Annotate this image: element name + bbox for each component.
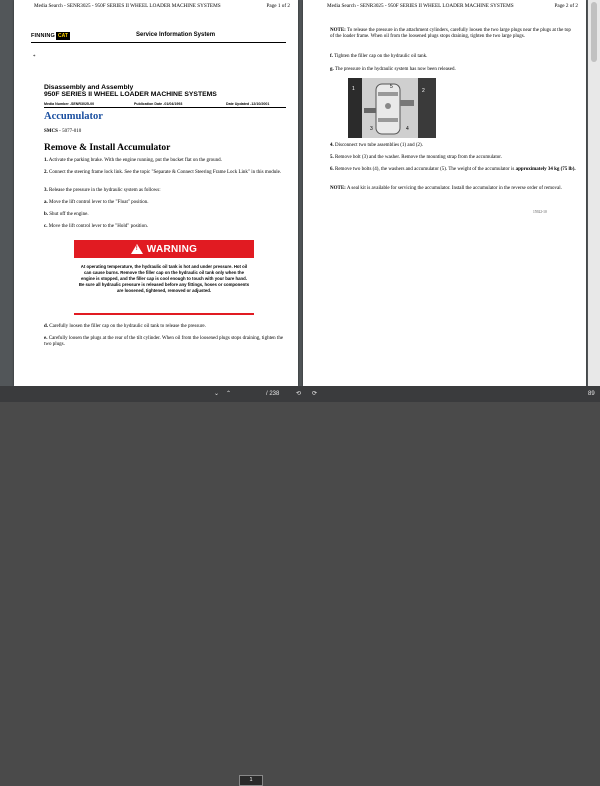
warning-divider [74,313,254,315]
step-3: 3. Release the pressure in the hydraulic system as follows: [44,188,161,193]
date-updated: Date Updated -12/10/2001 [226,102,270,106]
svg-text:4: 4 [406,126,409,132]
page-number-input[interactable]: 1 [239,775,263,786]
figure-id: 15922-10 [533,210,547,214]
warning-icon: ! [131,244,143,254]
step-a: a. Move the lift control lever to the "Float" position. [44,200,149,205]
step-b: b. Shut off the engine. [44,212,89,217]
warning-text: At operating temperature, the hydraulic oil tank is hot and under pressure. Hot oil can cause burns. Remove the filler cap on the hydraulic oil tank only when the engine is stopped, and the filler cap is cool enough to touch with your bare hand. Be sure all hydraulic pressure is released before any fittings, hoses or components are loosened, tightened, removed or adjusted. [78,264,250,293]
page-header-title: Media Search - SENR3025 - 950F SERIES II WHEEL LOADER MACHINE SYSTEMS [327,3,514,9]
page-total: / 238 [266,391,280,397]
media-number: Media Number -SENR3025-00 [44,102,95,106]
step-c: c. Move the lift control lever to the "Hold" position. [44,224,148,229]
rotate-icon[interactable]: ⟲ [296,391,302,397]
step-e: e. Carefully loosen the plugs at the rear of the tilt cylinder. When oil from the loosened plugs stops draining, tighten the two plugs. [44,336,284,348]
step-1: 1. Activate the parking brake. With the engine running, put the bucket flat on the ground. [44,158,222,163]
pdf-viewer [0,0,600,386]
scrollbar-thumb[interactable] [591,2,597,62]
warning-banner [74,240,254,258]
pdf-page-2 [303,0,586,386]
divider [31,42,286,43]
page-header-title: Media Search - SENR3025 - 950F SERIES II WHEEL LOADER MACHINE SYSTEMS [34,3,221,9]
finning-cat-logo: FINNING CAT [31,32,68,39]
viewer-toolbar [0,386,600,783]
note-attachment-cylinders: NOTE: To release the pressure in the attachment cylinders, carefully loosen the two large plugs near the plugs at the top of the loader frame. When oil from the loosened plugs stops draining, tighten the two large plugs. [330,28,571,40]
marker: * [33,55,36,60]
step-4: 4. Disconnect two tube assemblies (1) and (2). [330,143,423,148]
step-5: 5. Remove bolt (3) and the washer. Remove the mounting strap from the accumulator. [330,155,502,160]
page-header-number: Page 1 of 2 [266,3,290,9]
scroll-up-icon[interactable]: ⌃ [226,391,232,397]
page-header-number: Page 2 of 2 [554,3,578,9]
accumulator-photo [348,78,436,138]
step-2: 2. Connect the steering frame lock link. See the topic "Separate & Connect Steering Frame Lock Link" in this module. [44,170,282,175]
svg-text:5: 5 [390,84,393,90]
svg-text:3: 3 [370,126,373,132]
step-g: g. The pressure in the hydraulic system has now been released. [330,67,456,72]
procedure-heading: Remove & Install Accumulator [44,143,171,153]
document-title: Disassembly and Assembly 950F SERIES II WHEEL LOADER MACHINE SYSTEMS [44,84,217,99]
publication-date: Publication Date -01/04/1993 [134,102,183,106]
svg-text:2: 2 [422,88,425,94]
divider [44,107,286,108]
step-6: 6. Remove two bolts (4), the washers and accumulator (5). The weight of the accumulator is approximately 34 kg (75 lb). [330,167,576,172]
step-d: d. Carefully loosen the filler cap on the hydraulic oil tank to release the pressure. [44,324,206,329]
step-f: f. Tighten the filler cap on the hydraulic oil tank. [330,54,428,59]
pdf-page-1 [14,0,298,386]
note-seal-kit: NOTE: A seal kit is available for servicing the accumulator. Install the accumulator in the reverse order of removal. [330,186,562,191]
warning-label: WARNING [146,243,198,255]
scroll-down-icon[interactable]: ⌄ [214,391,220,397]
section-title: Accumulator [44,111,103,122]
service-information-system-title: Service Information System [136,32,216,38]
vertical-scrollbar[interactable] [588,0,600,386]
zoom-level[interactable]: 89 [588,391,595,397]
smcs-code: SMCS - 5077-010 [44,129,82,134]
rotate-right-icon[interactable]: ⟳ [312,391,318,397]
svg-text:1: 1 [352,86,355,92]
